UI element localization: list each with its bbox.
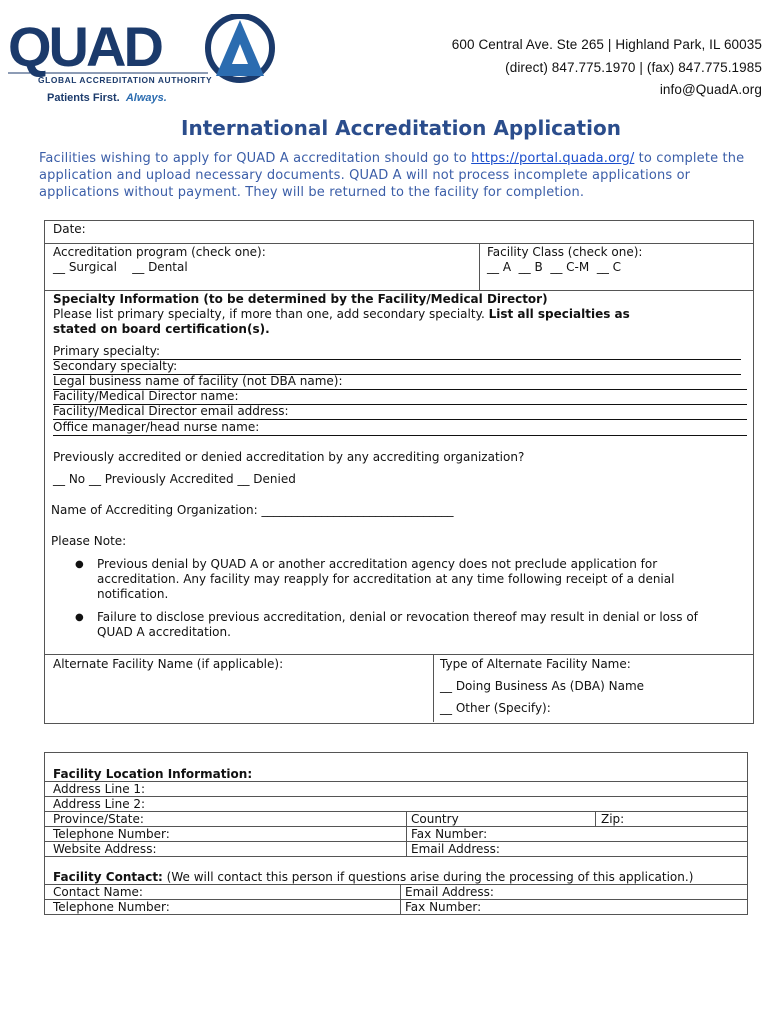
specialty-note: Please list primary specialty, if more than one, add secondary specialty. List all specialties as: [53, 307, 630, 321]
logo-slogan: Patients First.: [47, 92, 120, 104]
province-field[interactable]: Province/State:: [53, 812, 144, 826]
address-line-1-field[interactable]: Address Line 1:: [53, 782, 146, 796]
email-field[interactable]: Email Address:: [411, 842, 500, 856]
class-label: Facility Class (check one):: [487, 245, 643, 259]
specialty-heading: Specialty Information (to be determined by the Facility/Medical Director): [53, 292, 548, 306]
logo-wordmark: QUAD: [8, 15, 161, 78]
alt-type-label: Type of Alternate Facility Name:: [440, 657, 631, 671]
please-note-label: Please Note:: [51, 534, 127, 548]
director-name-field[interactable]: Facility/Medical Director name:: [53, 389, 747, 405]
program-options[interactable]: __ Surgical __ Dental: [53, 260, 188, 274]
note-item: ● Failure to disclose previous accreditation, denial or revocation thereof may result in denial or loss of QUAD A accreditation.: [51, 610, 701, 640]
contact-email-field[interactable]: Email Address:: [405, 885, 494, 899]
quad-a-logo: [8, 14, 278, 106]
page-title: International Accreditation Application: [181, 116, 621, 140]
logo-tagline: GLOBAL ACCREDITATION AUTHORITY: [38, 75, 213, 85]
secondary-specialty-field[interactable]: Secondary specialty:: [53, 359, 741, 375]
note-item: ● Previous denial by QUAD A or another accreditation agency does not preclude application for accreditation. Any facility may reapply for accreditation at any time following receipt of a denial notification.: [51, 557, 701, 602]
prev-accreditation-question: Previously accredited or denied accreditation by any accrediting organization?: [53, 450, 525, 464]
portal-link[interactable]: https://portal.quada.org/: [471, 151, 635, 166]
prev-accreditation-options[interactable]: __ No __ Previously Accredited __ Denied: [53, 472, 296, 486]
specialty-note-cont: stated on board certification(s).: [53, 322, 270, 336]
address-line-2-field[interactable]: Address Line 2:: [53, 797, 146, 811]
svg-text:Patients First. Always.: Patients First. Always.: [47, 92, 167, 104]
zip-field[interactable]: Zip:: [601, 812, 625, 826]
contact-name-field[interactable]: Contact Name:: [53, 885, 143, 899]
contact-telephone-field[interactable]: Telephone Number:: [53, 900, 170, 914]
program-label: Accreditation program (check one):: [53, 245, 266, 259]
office-manager-field[interactable]: Office manager/head nurse name:: [53, 420, 747, 436]
class-options[interactable]: __ A __ B __ C-M __ C: [487, 260, 622, 274]
alt-type-other-option[interactable]: __ Other (Specify):: [440, 701, 551, 715]
website-field[interactable]: Website Address:: [53, 842, 157, 856]
contact-heading: Facility Contact: (We will contact this person if questions arise during the processing of this application.): [53, 870, 694, 884]
country-field[interactable]: Country: [411, 812, 459, 826]
notes-list: [51, 557, 701, 648]
phone-fax-text: (direct) 847.775.1970 | (fax) 847.775.1985: [505, 59, 762, 75]
primary-specialty-field[interactable]: Primary specialty:: [53, 344, 741, 360]
intro-paragraph: Facilities wishing to apply for QUAD A accreditation should go to https://portal.quada.org/ to complete the application and upload necessary documents. QUAD A will not process incomplete applications or applications without payment. They will be returned to the facility for completion.: [39, 151, 745, 200]
contact-fax-field[interactable]: Fax Number:: [405, 900, 482, 914]
fax-field[interactable]: Fax Number:: [411, 827, 488, 841]
alt-type-dba-option[interactable]: __ Doing Business As (DBA) Name: [440, 679, 645, 693]
telephone-field[interactable]: Telephone Number:: [53, 827, 170, 841]
alt-name-label: Alternate Facility Name (if applicable):: [53, 657, 284, 671]
contact-block: [452, 34, 762, 102]
director-email-field[interactable]: Facility/Medical Director email address:: [53, 404, 747, 420]
email-text: info@QuadA.org: [659, 82, 762, 97]
address-text: 600 Central Ave. Ste 265 | Highland Park, IL 60035: [451, 37, 762, 52]
accrediting-org-field[interactable]: Name of Accrediting Organization: ________________________________: [51, 503, 454, 517]
legal-name-field[interactable]: Legal business name of facility (not DBA name):: [53, 374, 747, 390]
location-heading: Facility Location Information:: [53, 767, 253, 781]
date-label: Date:: [53, 222, 86, 236]
